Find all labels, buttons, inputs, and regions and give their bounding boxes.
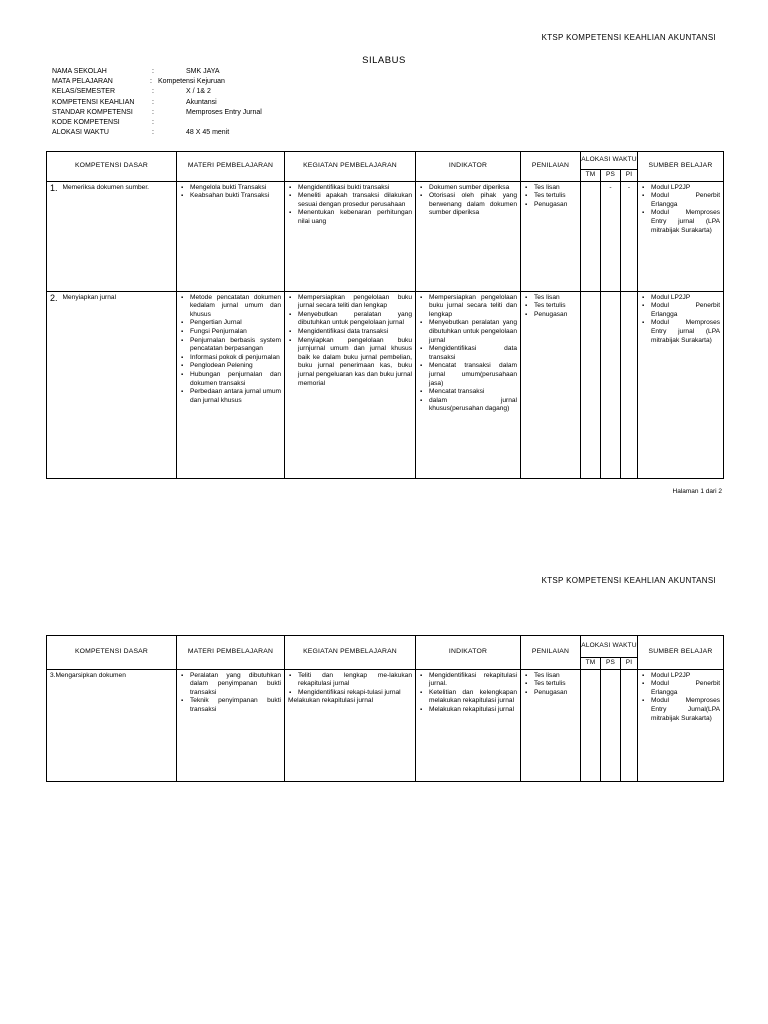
- indikator-cell: [416, 291, 521, 478]
- info-value: Akuntansi: [186, 98, 217, 106]
- info-value: Memproses Entry Jurnal: [186, 108, 262, 116]
- syllabus-table-page-1: [46, 151, 724, 479]
- list-item: ▪ Ketelitian dan kelengkapan melakukan rekapitulasi jurnal: [429, 689, 517, 706]
- list-item: ▪ Modul Penerbit Erlangga: [651, 192, 720, 209]
- materi-cell: [177, 291, 285, 478]
- list-item: ▪ Teliti dan lengkap me-lakukan rekapitulasi jurnal: [298, 672, 412, 689]
- list-item: ▪ Menyebutkan peralatan yang dibutuhkan untuk pengelolaan jurnal: [298, 311, 412, 328]
- kd-cell: 3.Mengarsipkan dokumen: [47, 669, 177, 781]
- penilaian-cell: [521, 181, 581, 291]
- materi-cell: [177, 669, 285, 781]
- col-header-alokasi: ALOKASI WAKTU: [581, 636, 638, 658]
- info-sep: :: [152, 98, 154, 106]
- info-row-kelas: [52, 87, 262, 97]
- list-item: ▪ Mengidentifikasi rekapitulasi jurnal.: [429, 672, 517, 689]
- col-header-sumber: SUMBER BELAJAR: [638, 152, 724, 182]
- penilaian-cell: [521, 291, 581, 478]
- info-value: SMK JAYA: [186, 68, 220, 75]
- list-item: ▪ Tes tertulis: [534, 192, 577, 201]
- list-item: ▪ Tes tertulis: [534, 680, 577, 689]
- list-item: ▪ Mengidentifikasi bukti transaksi: [298, 184, 412, 193]
- syllabus-table-page-2: [46, 635, 724, 782]
- col-header-penilaian: PENILAIAN: [521, 636, 581, 670]
- info-label: KOMPETENSI KEAHLIAN: [52, 98, 135, 106]
- list-item: ▪ Menyebutkan peralatan yang dibutuhkan untuk pengelolaan jurnal: [429, 319, 517, 345]
- list-item: ▪ Modul Penerbit Erlangga: [651, 680, 720, 697]
- list-item: ▪ Teknik penyimpanan bukti transaksi: [190, 697, 281, 714]
- list-item: ▪ Mengidentifikasi rekapi-tulasi jurnal: [298, 689, 412, 698]
- list-item: ▪ Tes lisan: [534, 672, 577, 681]
- list-item: ▪ Pengertian Jurnal: [190, 319, 281, 328]
- kd-cell: [47, 291, 177, 478]
- indikator-cell: [416, 181, 521, 291]
- list-item: ▪ Mengidentifikasi data transaksi: [429, 345, 517, 362]
- info-row-kode: [52, 118, 262, 128]
- info-label: NAMA SEKOLAH: [52, 68, 107, 75]
- list-item: ▪ Metode pencatatan dokumen kedalam jurnal umum dan khusus: [190, 294, 281, 320]
- kd-number: 1.: [50, 182, 58, 193]
- tm-cell: [581, 669, 601, 781]
- page-title: SILABUS: [362, 55, 406, 66]
- col-header-kd: KOMPETENSI DASAR: [47, 152, 177, 182]
- list-item: ▪ Meneliti apakah transaksi dilakukan sesuai dengan prosedur perusahaan: [298, 192, 412, 209]
- kd-cell: [47, 181, 177, 291]
- info-label: KODE KOMPETENSI: [52, 118, 120, 126]
- tm-cell: [581, 181, 601, 291]
- pi-cell: [621, 291, 638, 478]
- info-sep: :: [150, 78, 152, 86]
- table-row: [47, 181, 724, 291]
- sumber-cell: [638, 669, 724, 781]
- info-row-kompetensi: [52, 98, 262, 108]
- info-row-sekolah: [52, 67, 262, 77]
- info-sep: :: [152, 108, 154, 116]
- col-header-sumber: SUMBER BELAJAR: [638, 636, 724, 670]
- list-item: ▪ Dokumen sumber diperiksa: [429, 184, 517, 193]
- list-item: ▪ Modul Memproses Entry jurnal (LPA mitrabijak Surakarta): [651, 319, 720, 345]
- list-item: ▪ Otorisasi oleh pihak yang berwenang dalam dokumen sumber diperiksa: [429, 192, 517, 218]
- list-item: ▪ Mengelola bukti Transaksi: [190, 184, 281, 193]
- col-header-kegiatan: KEGIATAN PEMBELAJARAN: [285, 636, 416, 670]
- col-header-materi: MATERI PEMBELAJARAN: [177, 636, 285, 670]
- info-value: 48 X 45 menit: [186, 129, 230, 137]
- list-item: ▪ Mempersiapkan pengelolaan buku jurnal secara teliti dan lengkap: [429, 294, 517, 320]
- list-item: ▪ Fungsi Penjurnalan: [190, 328, 281, 337]
- col-header-ps: PS: [601, 170, 621, 182]
- kd-number: 2.: [50, 292, 58, 303]
- list-item: ▪ Informasi pokok di penjurnalan: [190, 354, 281, 363]
- col-header-alokasi: ALOKASI WAKTU: [581, 152, 638, 170]
- list-item: ▪ Melakukan rekapitulasi jurnal: [429, 706, 517, 715]
- info-row-mapel: [52, 77, 262, 87]
- info-block: [52, 67, 262, 138]
- list-item: ▪ Modul LP2JP: [651, 672, 720, 681]
- ps-cell: -: [601, 181, 621, 291]
- list-item: ▪ Penugasan: [534, 311, 577, 320]
- info-value: Kompetensi Kejuruan: [158, 78, 225, 86]
- page-header-1: KTSP KOMPETENSI KEAHLIAN AKUNTANSI: [541, 33, 716, 42]
- info-row-standar: [52, 108, 262, 118]
- list-item: ▪ Penugasan: [534, 689, 577, 698]
- list-item: ▪ Perbedaan antara jurnal umum dan jurnal khusus: [190, 388, 281, 405]
- pi-cell: -: [621, 181, 638, 291]
- list-item: ▪ Modul LP2JP: [651, 294, 720, 303]
- list-item: ▪ Peralatan yang dibutuhkan dalam penyimpanan bukti transaksi: [190, 672, 281, 698]
- penilaian-cell: [521, 669, 581, 781]
- kegiatan-cell: [285, 669, 416, 781]
- info-sep: :: [152, 88, 154, 96]
- col-header-ps: PS: [601, 658, 621, 670]
- kegiatan-extra: Melakukan rekapitulasi jurnal: [288, 697, 374, 705]
- list-item: ▪ Hubungan penjurnalan dan dokumen transaksi: [190, 371, 281, 388]
- col-header-indikator: INDIKATOR: [416, 636, 521, 670]
- col-header-tm: TM: [581, 170, 601, 182]
- list-item: ▪ Tes lisan: [534, 184, 577, 193]
- ps-cell: [601, 291, 621, 478]
- list-item: ▪ Mengidentifikasi data transaksi: [298, 328, 412, 337]
- kd-text: Memeriksa dokumen sumber.: [62, 183, 150, 191]
- pi-cell: [621, 669, 638, 781]
- col-header-materi: MATERI PEMBELAJARAN: [177, 152, 285, 182]
- list-item: ▪ Mencatat transaksi dalam jurnal umum(perusahaan jasa): [429, 362, 517, 388]
- info-sep: :: [152, 129, 154, 137]
- list-item: ▪ Modul Memproses Entry Jurnal(LPA mitrabijak Surakarta): [651, 697, 720, 723]
- list-item: ▪ Tes tertulis: [534, 302, 577, 311]
- tm-cell: [581, 291, 601, 478]
- list-item: ▪ Penglodean Pelening: [190, 362, 281, 371]
- list-item: ▪ Modul Penerbit Erlangga: [651, 302, 720, 319]
- list-item: ▪ Modul LP2JP: [651, 184, 720, 193]
- col-header-tm: TM: [581, 658, 601, 670]
- info-row-alokasi: [52, 128, 262, 138]
- sumber-cell: [638, 181, 724, 291]
- info-sep: :: [152, 118, 154, 126]
- list-item: ▪ Keabsahan bukti Transaksi: [190, 192, 281, 201]
- table-row: [47, 669, 724, 781]
- info-value: X / 1& 2: [186, 88, 211, 96]
- page-header-2: KTSP KOMPETENSI KEAHLIAN AKUNTANSI: [541, 576, 716, 585]
- kd-text: Menyiapkan jurnal: [62, 293, 117, 301]
- list-item: ▪ Penugasan: [534, 201, 577, 210]
- page-footer: Halaman 1 dari 2: [672, 488, 722, 495]
- list-item: ▪ Mencatat transaksi: [429, 388, 517, 397]
- info-label: STANDAR KOMPETENSI: [52, 108, 133, 116]
- list-item: ▪ Mempersiapkan pengelolaan buku jurnal secara teliti dan lengkap: [298, 294, 412, 311]
- kegiatan-cell: [285, 181, 416, 291]
- info-label: ALOKASI WAKTU: [52, 129, 109, 137]
- ps-cell: [601, 669, 621, 781]
- list-item: ▪ Modul Memproses Entry jurnal (LPA mitrabijak Surakarta): [651, 209, 720, 235]
- info-label: MATA PELAJARAN: [52, 78, 113, 86]
- materi-cell: [177, 181, 285, 291]
- table-row: [47, 291, 724, 478]
- col-header-pi: PI: [621, 170, 638, 182]
- list-item: ▪ dalam jurnal khusus(perusahan dagang): [429, 397, 517, 414]
- col-header-kd: KOMPETENSI DASAR: [47, 636, 177, 670]
- col-header-pi: PI: [621, 658, 638, 670]
- col-header-indikator: INDIKATOR: [416, 152, 521, 182]
- col-header-kegiatan: KEGIATAN PEMBELAJARAN: [285, 152, 416, 182]
- list-item: ▪ Menyiapkan pengelolaan buku jurnjurnal umum dan jurnal khusus baik ke dalam buku jurnal pembelian, buku jurnal penerimaan kas, buku jurnal pengeluaran kas dan buku jurnal memorial: [298, 337, 412, 389]
- indikator-cell: [416, 669, 521, 781]
- list-item: ▪ Tes lisan: [534, 294, 577, 303]
- list-item: ▪ Penjurnalan berbasis system pencatatan berpasangan: [190, 337, 281, 354]
- col-header-penilaian: PENILAIAN: [521, 152, 581, 182]
- sumber-cell: [638, 291, 724, 478]
- info-sep: :: [152, 68, 154, 75]
- info-label: KELAS/SEMESTER: [52, 88, 116, 96]
- kegiatan-cell: [285, 291, 416, 478]
- list-item: ▪ Menentukan kebenaran perhitungan nilai uang: [298, 209, 412, 226]
